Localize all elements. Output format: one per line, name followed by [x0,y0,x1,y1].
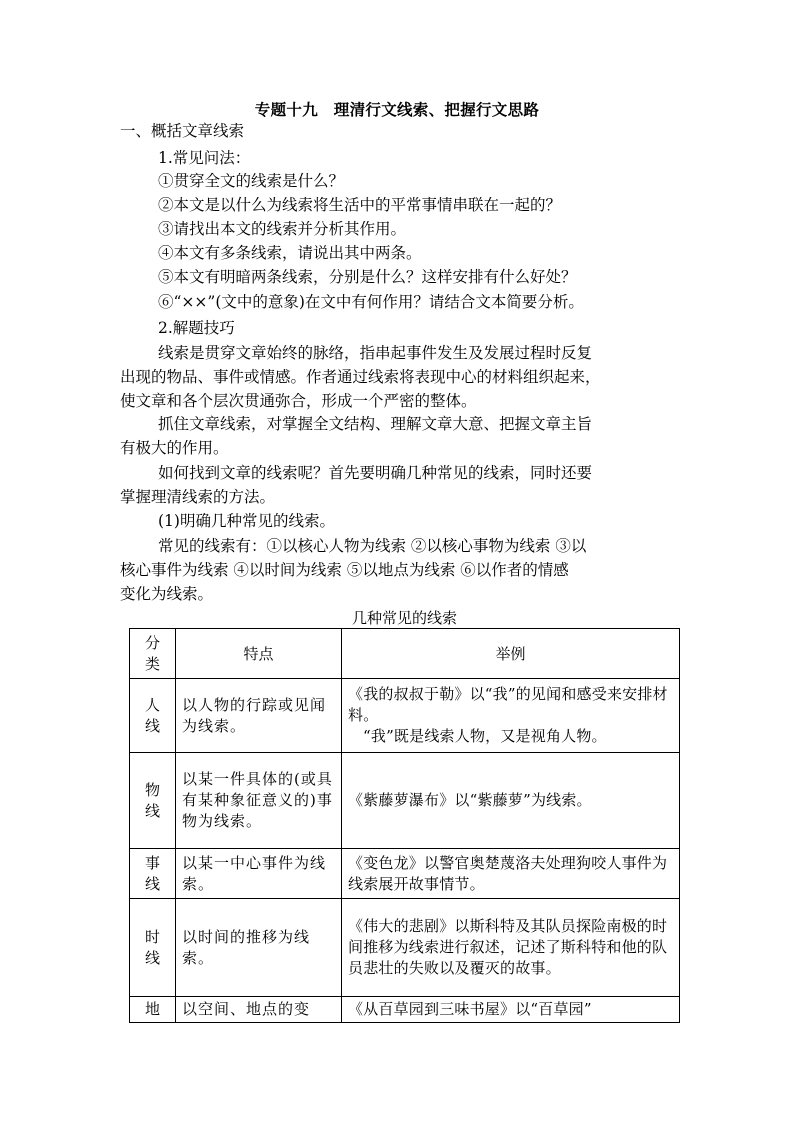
row-feature: 以某一中心事件为线索。 [176,849,342,899]
paragraph-line: 出现的物品、事件或情感。作者通过线索将表现中心的材料组织起来， [120,368,601,386]
page-title: 专题十九 理清行文线索、把握行文思路 [254,100,540,119]
category-line: 线 [144,716,160,735]
example-text: “我”既是线索人物，又是视角人物。 [363,727,607,745]
header-example: 举例 [342,629,680,679]
paragraph-line: 变化为线索。 [120,585,214,603]
row-example [342,753,680,849]
row-feature: 以时间的推移为线索。 [176,899,342,997]
question-item: ①贯穿全文的线索是什么？ [158,172,345,190]
category-line: 物 [144,780,160,799]
question-item: ③请找出本文的线索并分析其作用。 [158,220,407,238]
paragraph-line: 抓住文章线索，对掌握全文结构、理解文章大意、把握文章主旨 [158,415,593,433]
header-feature: 特点 [176,629,342,679]
paragraph-line: 核心事件为线索 ④以时间为线索 ⑤以地点为线索 ⑥以作者的情感 [120,561,569,579]
category-line: 时 [144,927,160,946]
row-example: 《变色龙》以警官奥楚蔑洛夫处理狗咬人事件为线索展开故事情节。 [342,849,680,899]
subheading-common-clues: (1)明确几种常见的线索。 [158,512,335,530]
question-item: ⑥“××”(文中的意象)在文中有何作用？请结合文本简要分析。 [158,293,584,311]
row-example: 《伟大的悲剧》以斯科特及其队员探险南极的时间推移为线索进行叙述，记述了斯科特和他的队员悲壮的失败以及覆灭的故事。 [342,899,680,997]
question-item: ④本文有多条线索，请说出其中两条。 [158,244,422,262]
row-feature: 以某一件具体的(或具有某种象征意义的)事物为线索。 [176,753,342,849]
table-row [130,899,680,997]
category-line: 地 [144,1000,160,1018]
row-category [130,849,176,899]
table-row [130,753,680,849]
subheading-common-questions: 1.常见问法： [158,149,251,167]
row-example [342,679,680,753]
paragraph-line: 常见的线索有：①以核心人物为线索 ②以核心事物为线索 ③以 [158,537,587,555]
category-line: 事 [144,853,160,872]
paragraph-line: 如何找到文章的线索呢？首先要明确几种常见的线索，同时还要 [158,464,593,482]
example-text: 《我的叔叔于勒》以“我”的见闻和感受来安排材料。 [348,685,668,724]
category-line: 人 [144,695,160,714]
table-caption: 几种常见的线索 [351,609,457,627]
category-line: 线 [144,948,160,967]
category-line: 线 [144,874,160,893]
subheading-techniques: 2.解题技巧 [158,319,235,337]
table-header-row [130,629,680,679]
question-item: ②本文是以什么为线索将生活中的平常事情串联在一起的？ [158,196,562,214]
row-feature: 以空间、地点的变 [176,997,342,1023]
row-category [130,753,176,849]
header-category-line: 分 [144,633,160,652]
row-category [130,679,176,753]
row-category [130,997,176,1023]
header-category-line: 类 [144,654,160,673]
paragraph-line: 线索是贯穿文章始终的脉络，指串起事件发生及发展过程时反复 [158,344,593,362]
paragraph-line: 使文章和各个层次贯通弥合，形成一个严密的整体。 [120,392,477,410]
table-row [130,849,680,899]
table-row [130,997,680,1023]
row-feature: 以人物的行踪或见闻为线索。 [176,679,342,753]
clue-types-table [129,628,680,1023]
example-text: 《紫藤萝瀑布》以“紫藤萝”为线索。 [348,791,592,809]
row-example: 《从百草园到三味书屋》以“百草园” [342,997,680,1023]
row-category [130,899,176,997]
category-line: 线 [144,801,160,820]
header-category [130,629,176,679]
paragraph-line: 掌握理清线索的方法。 [120,488,276,506]
section-heading: 一、概括文章线索 [120,122,245,140]
table-row [130,679,680,753]
paragraph-line: 有极大的作用。 [120,439,229,457]
question-item: ⑤本文有明暗两条线索，分别是什么？这样安排有什么好处？ [158,268,577,286]
